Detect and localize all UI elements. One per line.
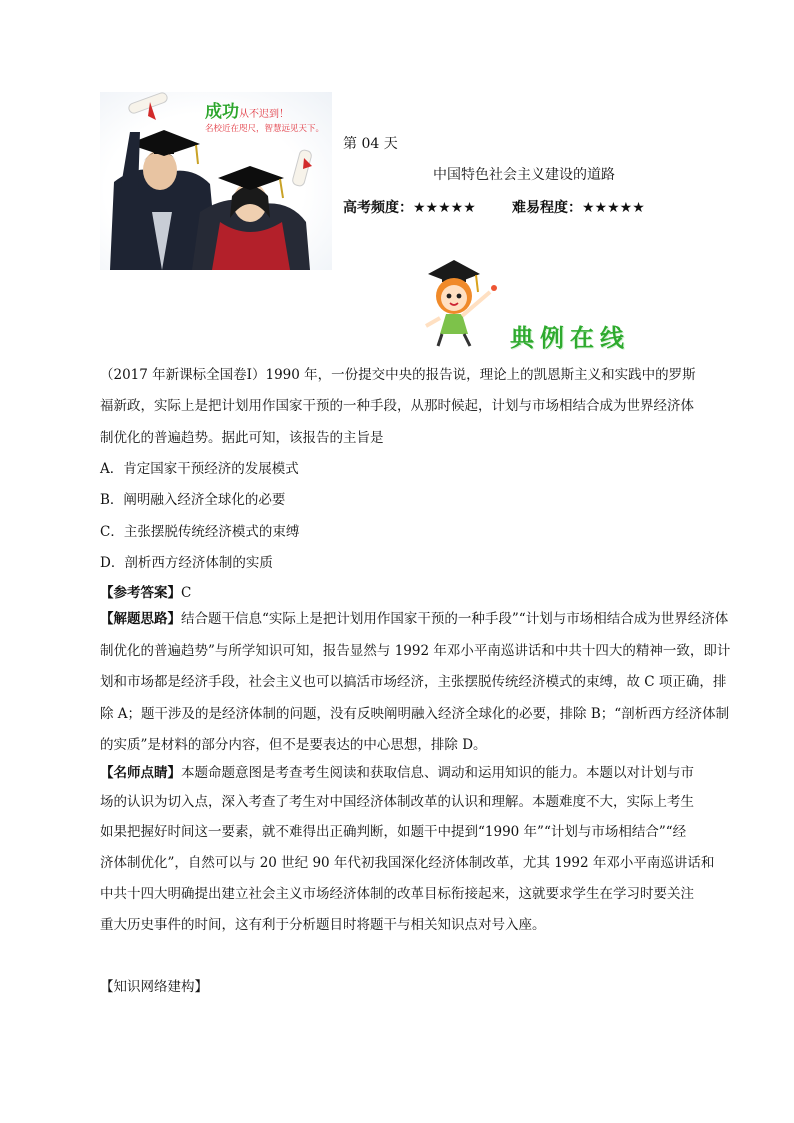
answer-value: C — [181, 585, 192, 601]
teacher-note-line: 重大历史事件的时间，这有利于分析题目时将题干与相关知识点对号入座。 — [100, 917, 546, 933]
teacher-note-text: 本题命题意图是考查考生阅读和获取信息、调动和运用知识的能力。本题以对计划与市 — [181, 765, 694, 781]
banner-slogan-accent: 从不迟到！ — [239, 109, 289, 120]
analysis-line: 除 A；题干涉及的是经济体制的问题，没有反映阐明融入经济全球化的必要，排除 B；“剖析西方经济体制 — [100, 706, 730, 722]
stem-line: 制优化的普遍趋势。据此可知，该报告的主旨是 — [100, 430, 384, 446]
knowledge-heading: 【知识网络建构】 — [100, 979, 208, 995]
stem-line: （2017 年新课标全国卷Ⅰ）1990 年，一份提交中央的报告说，理论上的凯恩斯主义和实践中的罗斯 — [100, 367, 696, 383]
teacher-note-line: 济体制优化”，自然可以与 20 世纪 90 年代初我国深化经济体制改革，尤其 1992 年邓小平南巡讲话和 — [100, 855, 715, 871]
teacher-note-label: 【名师点睛】 — [100, 765, 181, 781]
banner-slogan — [205, 102, 324, 135]
page-title: 中国特色社会主义建设的道路 — [433, 167, 615, 183]
banner-slogan-sub: 名校近在咫尺，智慧远见天下。 — [205, 124, 325, 135]
frequency-rating: 高考频度：★★★★★ — [343, 200, 476, 216]
teacher-note-line: 中共十四大明确提出建立社会主义市场经济体制的改革目标衔接起来，这就要求学生在学习时要关注 — [100, 886, 694, 902]
analysis-line — [100, 607, 728, 627]
answer-line — [100, 581, 191, 601]
section-heading: 典例在线 — [510, 323, 630, 352]
analysis-line: 制优化的普遍趋势”与所学知识可知，报告显然与 1992 年邓小平南巡讲话和中共十四大的精神一致，即计 — [100, 643, 731, 659]
teacher-note-line — [100, 761, 694, 781]
analysis-text: 结合题干信息“实际上是把计划用作国家干预的一种手段”“计划与市场相结合成为世界经济体 — [181, 611, 729, 627]
difficulty-rating: 难易程度：★★★★★ — [512, 200, 645, 216]
teacher-note-line: 场的认识为切入点，深入考查了考生对中国经济体制改革的认识和理解。本题难度不大，实际上考生 — [100, 794, 694, 810]
stem-line: 福新政，实际上是把计划用作国家干预的一种手段，从那时候起，计划与市场相结合成为世界经济体 — [100, 398, 694, 414]
option-b: B．阐明融入经济全球化的必要 — [100, 492, 286, 508]
answer-label: 【参考答案】 — [100, 585, 181, 601]
teacher-note-line: 如果把握好时间这一要素，就不难得出正确判断，如题干中提到“1990 年”“计划与市场相结合”“经 — [100, 824, 687, 840]
cartoon-mascot-icon — [420, 252, 510, 352]
analysis-label: 【解题思路】 — [100, 611, 181, 627]
header-banner — [100, 92, 332, 270]
option-d: D．剖析西方经济体制的实质 — [100, 555, 273, 571]
option-c: C．主张摆脱传统经济模式的束缚 — [100, 524, 300, 540]
analysis-line: 划和市场都是经济手段，社会主义也可以搞活市场经济，主张摆脱传统经济模式的束缚，故 C 项正确，排 — [100, 674, 727, 690]
day-label: 第 04 天 — [343, 136, 398, 152]
banner-slogan-main: 成功 — [205, 102, 239, 122]
analysis-line: 的实质”是材料的部分内容，但不是要表达的中心思想，排除 D。 — [100, 737, 487, 753]
option-a: A．肯定国家干预经济的发展模式 — [100, 461, 299, 477]
